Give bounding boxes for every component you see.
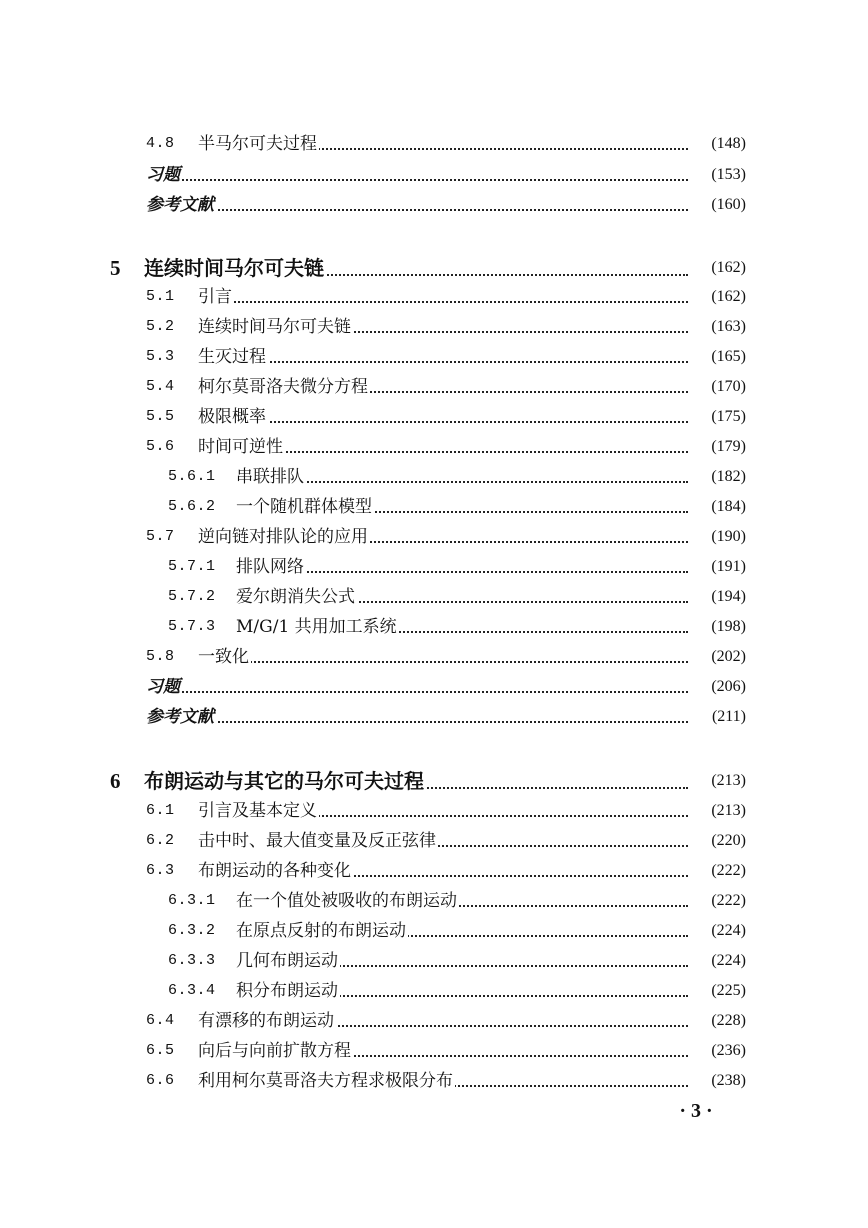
- section-entry: [0, 374, 868, 400]
- section-number: 6.3.4: [168, 982, 216, 999]
- page-number: · 3 ·: [679, 1100, 713, 1122]
- page-reference: (148): [711, 135, 746, 152]
- page-reference: (220): [711, 832, 746, 849]
- section-number: 5.2: [146, 318, 175, 335]
- section-entry: [0, 524, 868, 550]
- section-title: 时间可逆性: [198, 437, 283, 457]
- section-number: 6.6: [146, 1072, 175, 1089]
- section-entry: [0, 584, 868, 610]
- section-title: 串联排队: [236, 467, 304, 487]
- section-number: 5.7.3: [168, 618, 216, 635]
- page-reference: (213): [711, 802, 746, 819]
- page-reference: (222): [711, 892, 746, 909]
- page-reference: (165): [711, 348, 746, 365]
- section-number: 5.7.1: [168, 558, 216, 575]
- section-title: M/G/1 共用加工系统: [236, 617, 397, 637]
- section-title: 布朗运动与其它的马尔可夫过程: [144, 769, 424, 793]
- section-entry: [0, 1038, 868, 1064]
- section-title: 连续时间马尔可夫链: [144, 256, 324, 280]
- section-title: 习题: [146, 165, 180, 185]
- page-reference: (162): [711, 259, 746, 276]
- page-reference: (163): [711, 318, 746, 335]
- page-reference: (179): [711, 438, 746, 455]
- chapter-entry: [0, 253, 868, 283]
- section-entry: [0, 554, 868, 580]
- section-entry: [0, 798, 868, 824]
- section-entry: [0, 464, 868, 490]
- page-reference: (206): [711, 678, 746, 695]
- section-entry: [0, 494, 868, 520]
- page-reference: (211): [711, 708, 746, 725]
- section-entry: [0, 978, 868, 1004]
- page-reference: (228): [711, 1012, 746, 1029]
- page-reference: (225): [711, 982, 746, 999]
- section-number: 6.3.2: [168, 922, 216, 939]
- section-number: 5.6.2: [168, 498, 216, 515]
- section-number: 6.1: [146, 802, 175, 819]
- section-number: 6: [110, 769, 121, 793]
- page-reference: (190): [711, 528, 746, 545]
- section-number: 5.5: [146, 408, 175, 425]
- section-title: 极限概率: [198, 407, 266, 427]
- page-reference: (224): [711, 952, 746, 969]
- page-reference: (153): [711, 166, 746, 183]
- section-number: 4.8: [146, 135, 175, 152]
- section-title: 习题: [146, 677, 180, 697]
- section-number: 5.6.1: [168, 468, 216, 485]
- section-entry: [0, 858, 868, 884]
- section-title: 在原点反射的布朗运动: [236, 921, 406, 941]
- page-reference: (194): [711, 588, 746, 605]
- section-title: 排队网络: [236, 557, 304, 577]
- page-reference: (175): [711, 408, 746, 425]
- section-title: 逆向链对排队论的应用: [198, 527, 368, 547]
- section-number: 5.4: [146, 378, 175, 395]
- section-title: 击中时、最大值变量及反正弦律: [198, 831, 436, 851]
- section-title: 有漂移的布朗运动: [198, 1011, 334, 1031]
- section-entry: [0, 614, 868, 640]
- page-reference: (202): [711, 648, 746, 665]
- section-title: 生灭过程: [198, 347, 266, 367]
- page-reference: (236): [711, 1042, 746, 1059]
- section-number: 6.2: [146, 832, 175, 849]
- page-reference: (162): [711, 288, 746, 305]
- section-title: 积分布朗运动: [236, 981, 338, 1001]
- section-entry: [0, 434, 868, 460]
- misc-entry: [0, 704, 868, 730]
- section-number: 5: [110, 256, 121, 280]
- page-reference: (213): [711, 772, 746, 789]
- section-title: 半马尔可夫过程: [198, 134, 317, 154]
- page-reference: (222): [711, 862, 746, 879]
- section-entry: [0, 1008, 868, 1034]
- section-number: 5.7: [146, 528, 175, 545]
- section-title: 利用柯尔莫哥洛夫方程求极限分布: [198, 1071, 453, 1091]
- section-entry: [0, 888, 868, 914]
- section-title: 几何布朗运动: [236, 951, 338, 971]
- section-entry: [0, 644, 868, 670]
- section-entry: [0, 828, 868, 854]
- page-reference: (198): [711, 618, 746, 635]
- page-reference: (191): [711, 558, 746, 575]
- section-title: 柯尔莫哥洛夫微分方程: [198, 377, 368, 397]
- section-entry: [0, 918, 868, 944]
- section-entry: [0, 1068, 868, 1094]
- section-title: 在一个值处被吸收的布朗运动: [236, 891, 457, 911]
- chapter-entry: [0, 766, 868, 796]
- section-number: 5.8: [146, 648, 175, 665]
- section-entry: [0, 948, 868, 974]
- section-entry: [0, 314, 868, 340]
- misc-entry: [0, 674, 868, 700]
- section-entry: [0, 344, 868, 370]
- section-title: 一个随机群体模型: [236, 497, 372, 517]
- page-reference: (170): [711, 378, 746, 395]
- section-number: 6.3: [146, 862, 175, 879]
- section-entry: [0, 131, 868, 157]
- section-title: 参考文献: [146, 195, 214, 215]
- page-reference: (184): [711, 498, 746, 515]
- section-number: 5.6: [146, 438, 175, 455]
- section-title: 布朗运动的各种变化: [198, 861, 351, 881]
- page-reference: (182): [711, 468, 746, 485]
- section-title: 连续时间马尔可夫链: [198, 317, 351, 337]
- section-title: 引言: [198, 287, 232, 307]
- section-number: 5.1: [146, 288, 175, 305]
- section-title: 参考文献: [146, 707, 214, 727]
- section-number: 5.3: [146, 348, 175, 365]
- page-reference: (238): [711, 1072, 746, 1089]
- misc-entry: [0, 192, 868, 218]
- section-number: 6.4: [146, 1012, 175, 1029]
- misc-entry: [0, 162, 868, 188]
- section-entry: [0, 284, 868, 310]
- section-number: 6.5: [146, 1042, 175, 1059]
- section-title: 引言及基本定义: [198, 801, 317, 821]
- section-number: 6.3.1: [168, 892, 216, 909]
- section-title: 爱尔朗消失公式: [236, 587, 355, 607]
- section-title: 一致化: [198, 647, 249, 667]
- page-reference: (224): [711, 922, 746, 939]
- section-number: 6.3.3: [168, 952, 216, 969]
- section-entry: [0, 404, 868, 430]
- page-reference: (160): [711, 196, 746, 213]
- section-number: 5.7.2: [168, 588, 216, 605]
- section-title: 向后与向前扩散方程: [198, 1041, 351, 1061]
